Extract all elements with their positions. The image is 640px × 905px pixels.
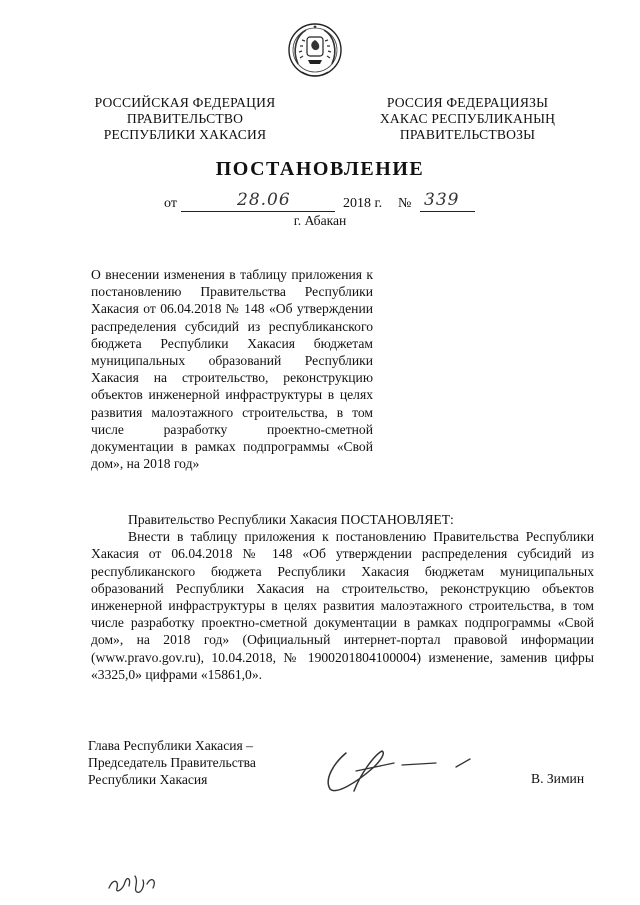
signatory-line-3: Республики Хакасия xyxy=(88,772,208,788)
header-right-line-2: ХАКАС РЕСПУБЛИКАНЫҢ xyxy=(379,111,556,126)
signatory-line-2: Председатель Правительства xyxy=(88,755,256,771)
signatory-line-1: Глава Республики Хакасия – xyxy=(88,738,253,753)
number-value: 339 xyxy=(424,190,460,210)
header-left-line-1: РОССИЙСКАЯ ФЕДЕРАЦИЯ xyxy=(94,95,276,110)
number-field xyxy=(420,190,475,212)
header-right-line-3: ПРАВИТЕЛЬСТВОЗЫ xyxy=(399,127,536,142)
date-field xyxy=(181,190,335,212)
date-value: 28.06 xyxy=(237,190,291,210)
city-label: г. Абакан xyxy=(293,213,347,228)
coat-of-arms-emblem xyxy=(284,20,346,84)
decree-line: Правительство Республики Хакасия ПОСТАНОВЛЯЕТ: xyxy=(128,512,454,527)
svg-text:✦: ✦ xyxy=(312,24,318,31)
decree-paragraph: Внести в таблицу приложения к постановлению Правительства Республики Хакасия от 06.04.2018 № 148 «Об утверждении распределения субсидий из республиканского бюджета Республики Хакасия бюджетам муниципальных образований Республики Хакасия на строительство, реконструкцию объектов инженерной инфраструктуры в целях развития малоэтажного строительства, в том числе разработку проектно-сметной документации в рамках подпрограммы «Свой дом», на 2018 год» (Официальный интернет-портал правовой информации (www.pravo.gov.ru), 10.04.2018, № 1900201804100004) изменение, заменив цифры «3325,0» цифрами «15861,0». xyxy=(91,529,594,682)
date-from-label: от xyxy=(164,196,177,211)
header-right-line-1: РОССИЯ ФЕДЕРАЦИЯЗЫ xyxy=(386,95,549,110)
number-label: № xyxy=(398,196,412,211)
handwritten-initials xyxy=(105,868,165,896)
document-body xyxy=(91,511,594,683)
header-left-line-2: ПРАВИТЕЛЬСТВО xyxy=(126,111,244,126)
handwritten-signature xyxy=(316,745,481,797)
document-subject: О внесении изменения в таблицу приложения к постановлению Правительства Республики Хакасия от 06.04.2018 № 148 «Об утверждении распределения субсидий из республиканского бюджета Республики Хакасия бюджетам муниципальных образований Республики Хакасия на строительство, реконструкцию объектов инженерной инфраструктуры в целях развития малоэтажного строительства, в том числе разработку проектно-сметной документации в рамках подпрограммы «Свой дом», на 2018 год» xyxy=(91,267,373,472)
year-label: 2018 г. xyxy=(343,196,383,211)
signatory-title xyxy=(88,737,256,789)
header-right xyxy=(360,95,575,143)
document-title: ПОСТАНОВЛЕНИЕ xyxy=(215,158,425,180)
header-left xyxy=(80,95,290,143)
header-left-line-3: РЕСПУБЛИКИ ХАКАСИЯ xyxy=(103,127,267,142)
signer-name: В. Зимин xyxy=(531,771,585,786)
